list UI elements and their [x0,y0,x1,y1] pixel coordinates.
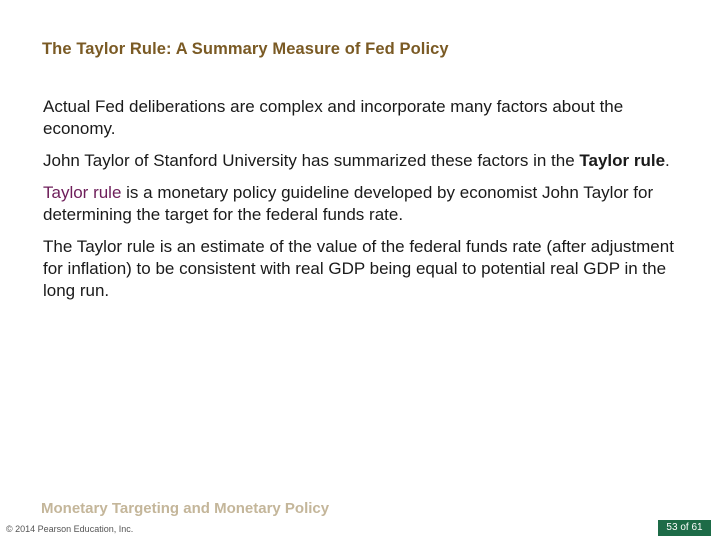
paragraph-text: John Taylor of Stanford University has summarized these factors in the [43,151,580,170]
paragraph-taylor-rule-estimate: The Taylor rule is an estimate of the value of the federal funds rate (after adjustment for inflation) to be consistent with real GDP being equal to potential real GDP in the long run. [43,237,674,300]
footer-section-title: Monetary Targeting and Monetary Policy [41,500,330,517]
slide-title: The Taylor Rule: A Summary Measure of Fed Policy [42,40,449,58]
taylor-rule-key-term: Taylor rule [43,183,122,202]
slide-body [43,96,693,312]
copyright-notice: © 2014 Pearson Education, Inc. [6,524,134,534]
paragraph-taylor-rule-definition [43,182,693,226]
definition-text: is a monetary policy guideline developed by economist John Taylor for determining the target for the federal funds rate. [43,183,654,224]
paragraph-period: . [665,151,670,170]
taylor-rule-bold-term: Taylor rule [579,151,666,170]
page-number-badge: 53 of 61 [658,520,711,536]
paragraph-fed-deliberations: Actual Fed deliberations are complex and incorporate many factors about the economy. [43,97,624,138]
paragraph-john-taylor [43,150,693,172]
